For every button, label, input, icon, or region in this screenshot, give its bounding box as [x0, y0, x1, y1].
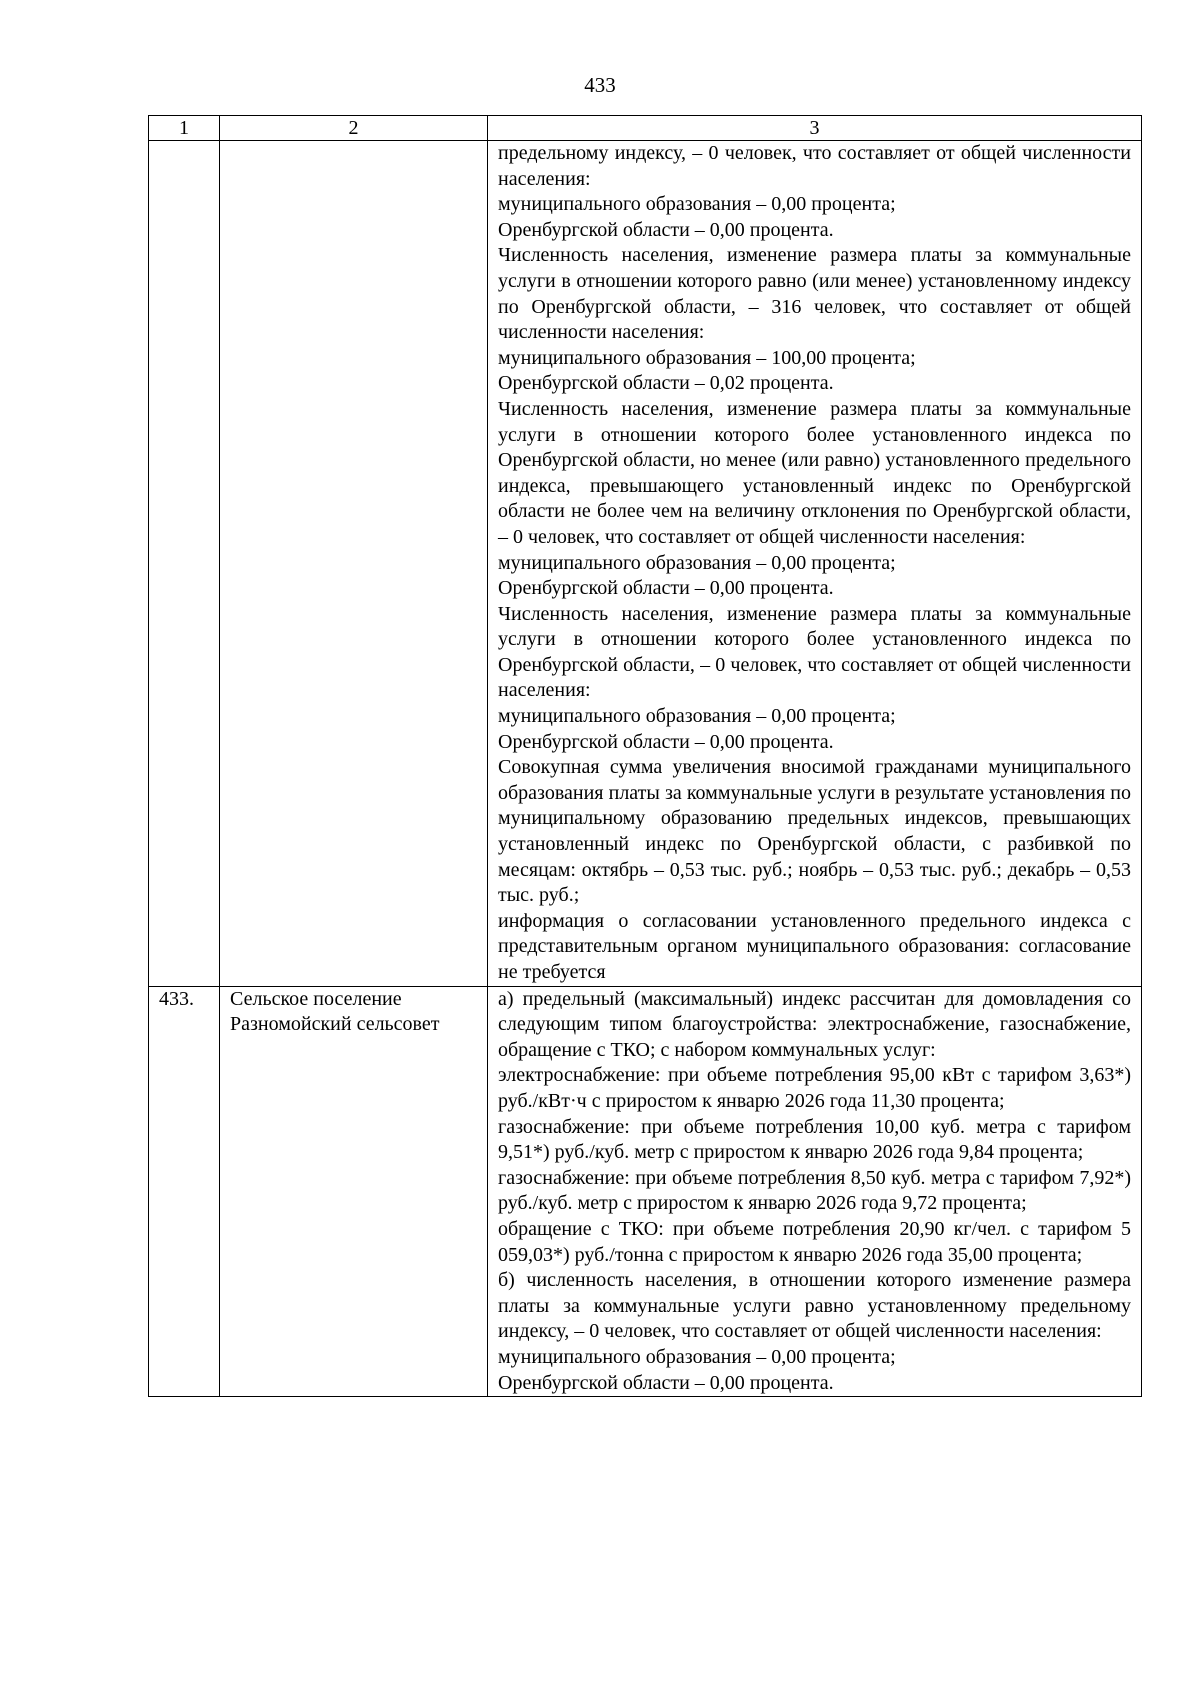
table-row-433	[149, 986, 1142, 1397]
paragraph: муниципального образования – 0,00 процента;	[498, 1345, 896, 1368]
paragraph: Оренбургской области – 0,00 процента.	[498, 730, 834, 753]
paragraph: Численность населения, изменение размера платы за коммунальные услуги в отношении которого равно (или менее) установленному индексу по Оренбургской области, – 316 человек, что составляет от общей численности населения:	[498, 244, 1131, 344]
row-number-cell	[149, 141, 220, 987]
paragraph: Оренбургской области – 0,00 процента.	[498, 577, 834, 600]
column-header-2: 2	[220, 116, 488, 141]
description-cell	[488, 986, 1142, 1397]
table-row-continuation	[149, 141, 1142, 987]
page-number: 433	[584, 73, 616, 97]
paragraph: а) предельный (максимальный) индекс рассчитан для домовладения со следующим типом благоустройства: электроснабжение, газоснабжение, обращение с ТКО; с набором коммунальных услуг:	[498, 987, 1131, 1061]
paragraph: Численность населения, изменение размера платы за коммунальные услуги в отношении которого более установленного индекса по Оренбургской области, но менее (или равно) установленного предельного индекса, превышающего установленный индекс по Оренбургской области не более чем на величину отклонения по Оренбургской области, – 0 человек, что составляет от общей численности населения:	[498, 397, 1131, 548]
municipality-name-line-2: Разномойский сельсовет	[230, 1013, 440, 1036]
paragraph: газоснабжение: при объеме потребления 10,00 куб. метра с тарифом 9,51*) руб./куб. метр с приростом к январю 2026 года 9,84 процента;	[498, 1115, 1131, 1164]
municipality-name-line-1: Сельское поселение	[230, 987, 402, 1010]
column-header-3: 3	[488, 116, 1142, 141]
description-cell	[488, 141, 1142, 987]
paragraph: муниципального образования – 0,00 процента;	[498, 705, 896, 728]
paragraph: предельному индексу, – 0 человек, что составляет от общей численности населения:	[498, 142, 1131, 190]
paragraph: электроснабжение: при объеме потребления 95,00 кВт с тарифом 3,63*) руб./кВт·ч с приростом к январю 2026 года 11,30 процента;	[498, 1064, 1131, 1112]
row-number-cell: 433.	[149, 986, 220, 1397]
paragraph: б) численность населения, в отношении которого изменение размера платы за коммунальные услуги равно установленному предельному индексу, – 0 человек, что составляет от общей численности населения:	[498, 1269, 1131, 1343]
column-header-1: 1	[149, 116, 220, 141]
paragraph: муниципального образования – 0,00 процента;	[498, 193, 896, 216]
municipality-name-cell	[220, 986, 488, 1397]
data-table	[148, 115, 1142, 1397]
paragraph: обращение с ТКО: при объеме потребления 20,90 кг/чел. с тарифом 5 059,03*) руб./тонна с приростом к январю 2026 года 35,00 процента;	[498, 1217, 1131, 1266]
municipality-name-cell	[220, 141, 488, 987]
table-header-row	[149, 116, 1142, 141]
paragraph: муниципального образования – 100,00 процента;	[498, 346, 916, 369]
paragraph: муниципального образования – 0,00 процента;	[498, 551, 896, 574]
paragraph: Численность населения, изменение размера платы за коммунальные услуги в отношении которого более установленного индекса по Оренбургской области, – 0 человек, что составляет от общей численности населения:	[498, 602, 1131, 702]
paragraph: Оренбургской области – 0,02 процента.	[498, 372, 834, 395]
paragraph: информация о согласовании установленного предельного индекса с представительным органом муниципального образования: согласование не требуется	[498, 909, 1131, 983]
paragraph: Оренбургской области – 0,00 процента.	[498, 218, 834, 241]
paragraph: Оренбургской области – 0,00 процента.	[498, 1371, 834, 1394]
paragraph: газоснабжение: при объеме потребления 8,50 куб. метра с тарифом 7,92*) руб./куб. метр с приростом к январю 2026 года 9,72 процента;	[498, 1166, 1131, 1215]
paragraph: Совокупная сумма увеличения вносимой гражданами муниципального образования платы за коммунальные услуги в результате установления по муниципальному образованию предельных индексов, превышающих установленный индекс по Оренбургской области, с разбивкой по месяцам: октябрь – 0,53 тыс. руб.; ноябрь – 0,53 тыс. руб.; декабрь – 0,53 тыс. руб.;	[498, 756, 1131, 907]
